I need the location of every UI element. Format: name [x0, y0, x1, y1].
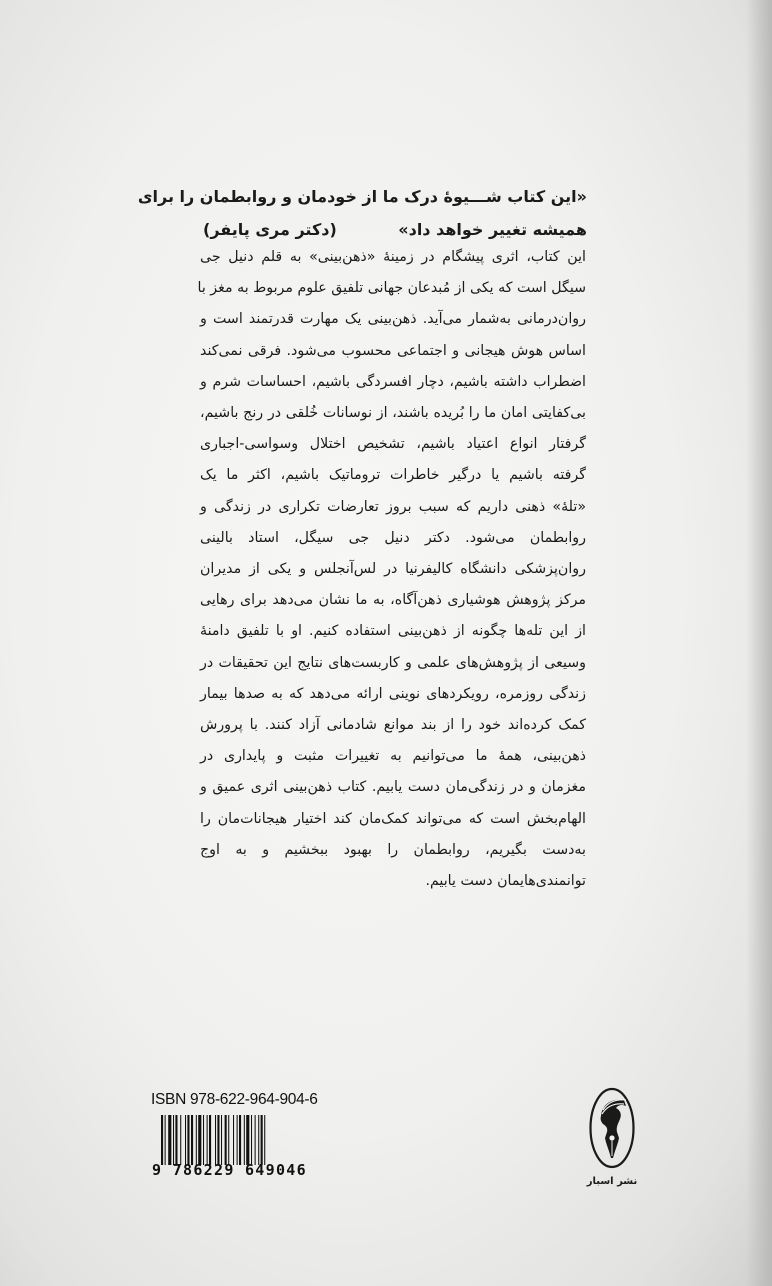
barcode-bar [209, 1115, 211, 1165]
description-line: از این تله‌ها چگونه از ذهن‌بینی استفاده کنیم. او با تلفیق دامنهٔ [200, 623, 586, 640]
publisher-logo-icon [588, 1086, 636, 1170]
description-line: وسیعی از پژوهش‌های علمی و کاربست‌های نتایج این تحقیقات در [200, 654, 586, 671]
barcode-bar [261, 1115, 263, 1165]
description-line: به‌دست بگیریم، روابطمان را بهبود ببخشیم و به اوج [200, 841, 586, 858]
description-line: روان‌درمانی به‌شمار می‌آید. ذهن‌بینی یک مهارت قدرتمند است و [200, 311, 586, 328]
description-line: ذهن‌بینی، همهٔ ما می‌توانیم به تغییرات مثبت و پایداری در [200, 748, 586, 765]
quote-line-1: «این کتاب شـــیوهٔ درک ما از خودمان و روابطمان را برای [137, 187, 587, 206]
description-line: اساس هوش هیجانی و اجتماعی محسوب می‌شود. فرقی نمی‌کند [200, 342, 586, 359]
description-line: توانمندی‌هایمان دست یابیم. [425, 873, 586, 890]
barcode-bar [203, 1115, 204, 1165]
barcode-bar [246, 1115, 249, 1165]
description-line: «تلهٔ» ذهنی داریم که سبب بروز تعارضات تکراری در زندگی و [200, 498, 586, 515]
description-line: زندگی روزمره، رویکردهای نوینی ارائه می‌دهد که به صدها بیمار [200, 685, 586, 702]
barcode-bar [215, 1115, 216, 1165]
barcode-bar [225, 1115, 227, 1165]
description-line: روابطمان می‌شود. دکتر دنیل جی سیگل، استاد بالینی [200, 529, 586, 546]
barcode-bar [228, 1115, 229, 1165]
description-line: بی‌کفایتی امان ما را بُریده باشند، از نوسانات خُلقی در رنج باشیم، [200, 405, 586, 422]
description-line: روان‌پزشکی دانشگاه کالیفرنیا در لس‌آنجلس و یکی از مدیران [200, 561, 586, 578]
barcode [161, 1115, 303, 1165]
description-line: مغزمان و در زندگی‌مان دست یابیم. کتاب ذهن‌بینی اثری عمیق و [200, 779, 586, 796]
barcode-bar [258, 1115, 259, 1165]
barcode-bar [187, 1115, 189, 1165]
description-line: اضطراب داشته باشیم، دچار افسردگی باشیم، احساسات شرم و [200, 373, 586, 390]
barcode-bar [244, 1115, 245, 1165]
isbn-label: ISBN 978-622-964-904-6 [151, 1091, 318, 1108]
description-line: الهام‌بخش است که می‌تواند کمک‌مان کند اختیار هیجانات‌مان را [200, 810, 586, 827]
barcode-bar [255, 1115, 256, 1165]
barcode-bar [191, 1115, 193, 1165]
barcode-bar [221, 1115, 222, 1165]
barcode-bar [175, 1115, 177, 1165]
barcode-bar [217, 1115, 219, 1165]
barcode-bar [207, 1115, 208, 1165]
barcode-bar [173, 1115, 174, 1165]
description-line: سیگل است که یکی از مُبدعان جهانی تلفیق علوم مربوط به مغز با [197, 280, 586, 297]
description-text [197, 242, 586, 897]
publisher-name: نشر اسبار [586, 1176, 638, 1187]
quote-text-end: همیشه تغییر خواهد داد» [398, 220, 587, 239]
barcode-bar [165, 1115, 166, 1165]
quote-attribution: (دکتر مری پایفر) [203, 220, 337, 239]
description-line: گرفتار انواع اعتیاد باشیم، تشخیص اختلال وسواسی-اجباری [200, 436, 586, 453]
barcode-bar [251, 1115, 252, 1165]
barcode-bar [196, 1115, 197, 1165]
blurb-quote [137, 180, 587, 246]
barcode-bar [185, 1115, 186, 1165]
barcode-bar [168, 1115, 171, 1165]
description-line: این کتاب، اثری پیشگام در زمینهٔ «ذهن‌بینی» به قلم دنیل جی [200, 249, 586, 265]
barcode-bar [237, 1115, 238, 1165]
description-line: مرکز پژوهش هوشیاری ذهن‌آگاه، به ما نشان می‌دهد برای رهایی [200, 592, 586, 609]
barcode-bar [180, 1115, 181, 1165]
barcode-bar [198, 1115, 201, 1165]
description-line: گرفته باشیم یا درگیر خاطرات تروماتیک باشیم، اکثر ما یک [200, 467, 586, 484]
barcode-digits: 9 786229 649046 [152, 1161, 307, 1179]
barcode-bar [264, 1115, 265, 1165]
cover-edge-shadow [746, 0, 772, 1286]
description-line: کمک کرده‌اند خود را از بند موانع شادمانی آزاد کنند. با پرورش [200, 717, 586, 734]
barcode-bar [239, 1115, 241, 1165]
barcode-bar [161, 1115, 163, 1165]
barcode-bar [233, 1115, 234, 1165]
